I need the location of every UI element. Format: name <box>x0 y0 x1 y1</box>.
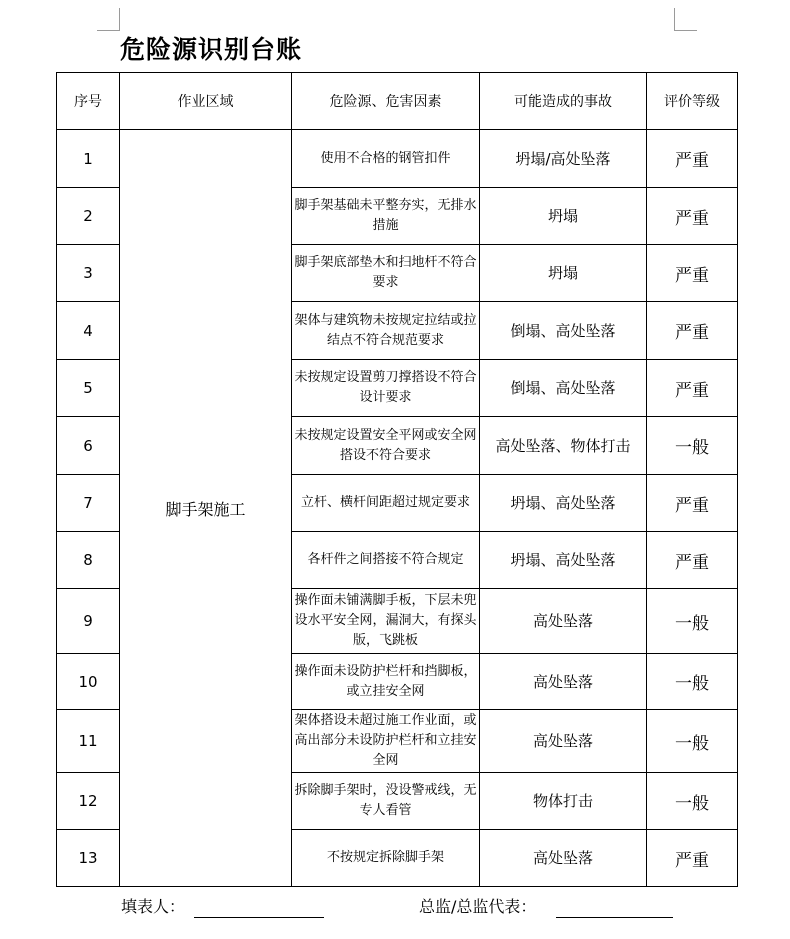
header-area: 作业区域 <box>120 73 292 130</box>
level-cell: 一般 <box>647 654 738 710</box>
work-area-cell: 脚手架施工 <box>120 130 292 887</box>
accident-cell: 倒塌、高处坠落 <box>480 360 647 417</box>
filler-label: 填表人： <box>121 897 186 916</box>
table-header-row <box>57 73 738 130</box>
hazard-cell: 操作面未铺满脚手板，下层未兜设水平安全网，漏洞大，有探头版，飞跳板 <box>292 589 480 654</box>
accident-cell: 高处坠落 <box>480 830 647 887</box>
level-cell: 严重 <box>647 475 738 532</box>
accident-cell: 高处坠落、物体打击 <box>480 417 647 475</box>
header-level: 评价等级 <box>647 73 738 130</box>
row-number: 6 <box>57 417 120 475</box>
hazard-cell: 操作面未设防护栏杆和挡脚板，或立挂安全网 <box>292 654 480 710</box>
hazard-cell: 脚手架底部垫木和扫地杆不符合要求 <box>292 245 480 302</box>
level-cell: 严重 <box>647 188 738 245</box>
level-cell: 一般 <box>647 773 738 830</box>
level-cell: 严重 <box>647 830 738 887</box>
row-number: 12 <box>57 773 120 830</box>
hazard-cell: 未按规定设置剪刀撑搭设不符合设计要求 <box>292 360 480 417</box>
page-corner-mark-right <box>674 8 697 31</box>
supervisor-label: 总监/总监代表： <box>419 897 537 916</box>
hazard-cell: 未按规定设置安全平网或安全网搭设不符合要求 <box>292 417 480 475</box>
accident-cell: 坍塌、高处坠落 <box>480 475 647 532</box>
accident-cell: 高处坠落 <box>480 589 647 654</box>
hazard-cell: 立杆、横杆间距超过规定要求 <box>292 475 480 532</box>
level-cell: 严重 <box>647 360 738 417</box>
accident-cell: 坍塌 <box>480 245 647 302</box>
level-cell: 一般 <box>647 417 738 475</box>
hazard-cell: 各杆件之间搭接不符合规定 <box>292 532 480 589</box>
row-number: 5 <box>57 360 120 417</box>
header-hazard: 危险源、危害因素 <box>292 73 480 130</box>
hazard-ledger-table <box>56 72 738 887</box>
level-cell: 严重 <box>647 245 738 302</box>
row-number: 7 <box>57 475 120 532</box>
level-cell: 严重 <box>647 130 738 188</box>
hazard-cell: 架体与建筑物未按规定拉结或拉结点不符合规范要求 <box>292 302 480 360</box>
row-number: 10 <box>57 654 120 710</box>
accident-cell: 高处坠落 <box>480 710 647 773</box>
level-cell: 严重 <box>647 302 738 360</box>
row-number: 8 <box>57 532 120 589</box>
row-number: 3 <box>57 245 120 302</box>
accident-cell: 坍塌、高处坠落 <box>480 532 647 589</box>
accident-cell: 坍塌 <box>480 188 647 245</box>
supervisor-signature-line[interactable] <box>556 917 673 918</box>
accident-cell: 物体打击 <box>480 773 647 830</box>
level-cell: 一般 <box>647 710 738 773</box>
hazard-cell: 架体搭设未超过施工作业面，或高出部分未设防护栏杆和立挂安全网 <box>292 710 480 773</box>
row-number: 13 <box>57 830 120 887</box>
row-number: 11 <box>57 710 120 773</box>
header-no: 序号 <box>57 73 120 130</box>
table-row <box>57 130 738 188</box>
header-accident: 可能造成的事故 <box>480 73 647 130</box>
row-number: 4 <box>57 302 120 360</box>
hazard-cell: 脚手架基础未平整夯实，无排水措施 <box>292 188 480 245</box>
row-number: 2 <box>57 188 120 245</box>
accident-cell: 坍塌/高处坠落 <box>480 130 647 188</box>
hazard-cell: 拆除脚手架时，没设警戒线，无专人看管 <box>292 773 480 830</box>
page-title: 危险源识别台账 <box>120 35 303 64</box>
hazard-cell: 不按规定拆除脚手架 <box>292 830 480 887</box>
row-number: 1 <box>57 130 120 188</box>
filler-signature-line[interactable] <box>194 917 324 918</box>
page-corner-mark-left <box>97 8 120 31</box>
row-number: 9 <box>57 589 120 654</box>
accident-cell: 高处坠落 <box>480 654 647 710</box>
level-cell: 一般 <box>647 589 738 654</box>
level-cell: 严重 <box>647 532 738 589</box>
hazard-cell: 使用不合格的钢管扣件 <box>292 130 480 188</box>
accident-cell: 倒塌、高处坠落 <box>480 302 647 360</box>
